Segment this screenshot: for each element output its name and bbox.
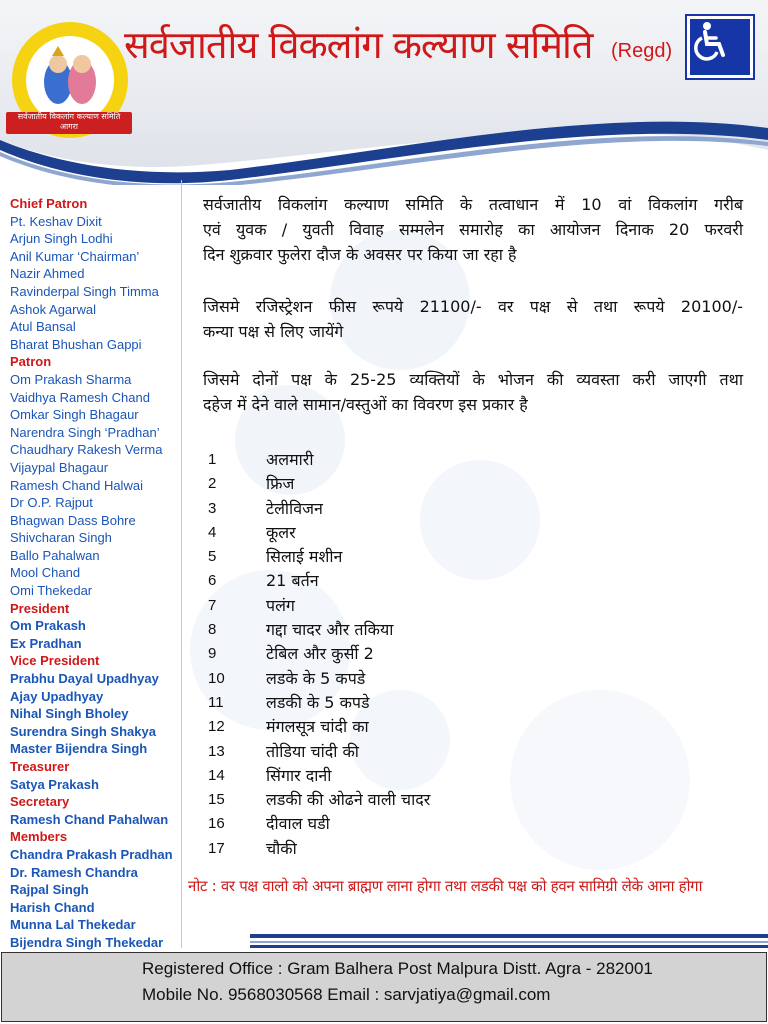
sidebar-member-name: Harish Chand (10, 899, 95, 915)
sidebar-member-name: Ravinderpal Singh Timma (10, 283, 159, 299)
sidebar-section-heading: President (10, 600, 70, 616)
letterhead-header (0, 0, 768, 185)
wheelchair-icon (687, 16, 753, 78)
footer-stripes (250, 934, 768, 948)
item-number: 7 (208, 596, 217, 614)
paragraph-line: सर्वजातीय विकलांग कल्याण समिति के तत्वाधान में 10 वां विकलांग गरीब (203, 195, 743, 214)
organization-title: सर्वजातीय विकलांग कल्याण समिति (124, 23, 593, 67)
item-number: 13 (208, 742, 225, 760)
paragraph-line: जिसमे रजिस्ट्रेशन फीस रूपये 21100/- वर पक्ष से तथा रूपये 20100/- (203, 297, 743, 316)
paragraph-line: दिन शुक्रवार फुलेरा दौज के अवसर पर किया जा रहा है (203, 245, 517, 264)
sidebar-member-name: Ballo Pahalwan (10, 547, 100, 563)
item-text: फ्रिज (266, 474, 295, 494)
list-item (203, 715, 743, 739)
sidebar-member-name: Ashok Agarwal (10, 301, 96, 317)
sidebar-member-name: Ajay Upadhyay (10, 688, 104, 704)
item-text: तोडिया चांदी की (266, 741, 359, 761)
item-text: पलंग (266, 595, 295, 615)
sidebar-member-name: Vaidhya Ramesh Chand (10, 389, 150, 405)
sidebar-member-name: Atul Bansal (10, 319, 76, 335)
arrangements-paragraph (203, 367, 743, 417)
sidebar-member-name: Shivcharan Singh (10, 530, 112, 546)
sidebar-member-name: Chaudhary Rakesh Verma (10, 442, 163, 458)
sidebar-section-heading: Patron (10, 354, 52, 370)
item-number: 8 (208, 621, 217, 639)
item-text: लडकी की ओढने वाली चादर (266, 790, 431, 810)
sidebar-section-heading: Treasurer (10, 759, 70, 774)
item-number: 11 (208, 693, 224, 711)
contact-details: Mobile No. 9568030568 Email : sarvjatiya@gmail.com (142, 985, 551, 1004)
sidebar-section-heading: Ex Pradhan (10, 635, 82, 651)
list-item (203, 837, 743, 861)
item-text: चौकी (266, 838, 297, 858)
note-text: नोट : वर पक्ष वालो को अपना ब्राह्मण लाना होगा तथा लडकी पक्ष को हवन सामिग्री लेके आना होगा (188, 877, 703, 895)
dowry-items-list (203, 448, 743, 861)
item-number: 16 (208, 815, 225, 833)
sidebar-member-name: Ramesh Chand Pahalwan (10, 811, 169, 827)
registration-fee-paragraph (203, 294, 743, 344)
paragraph-line: जिसमे दोनों पक्ष के 25-25 व्यक्तियों के भोजन की व्यवस्ता करी जाएगी तथा (203, 370, 743, 389)
sidebar-member-name: Ramesh Chand Halwai (10, 477, 143, 493)
sidebar-member-name: Mool Chand (10, 565, 81, 581)
list-item (203, 740, 743, 764)
item-text: लडकी के 5 कपडे (266, 692, 370, 712)
list-item (203, 448, 743, 472)
paragraph-line: एवं युवक / युवती विवाह सम्मलेन समारोह का आयोजन दिनाक 20 फरवरी (203, 220, 743, 239)
list-item (203, 618, 743, 642)
sidebar-section-heading: Chief Patron (10, 196, 88, 211)
sidebar-member-name: Bijendra Singh Thekedar (10, 934, 164, 950)
sidebar-member-name: Master Bijendra Singh (10, 741, 148, 757)
item-number: 3 (208, 499, 217, 517)
item-text: दीवाल घडी (266, 814, 330, 834)
item-text: सिंगार दानी (266, 765, 332, 785)
item-number: 10 (208, 669, 225, 687)
item-number: 15 (208, 791, 225, 809)
list-item (203, 521, 743, 545)
list-item (203, 642, 743, 666)
sidebar-member-name: Anil Kumar ‘Chairman’ (10, 248, 140, 264)
item-number: 9 (208, 645, 217, 663)
list-item (203, 545, 743, 569)
item-text: टेबिल और कुर्सी 2 (266, 644, 374, 664)
sidebar-member-name: Chandra Prakash Pradhan (10, 846, 173, 862)
item-number: 17 (208, 839, 225, 857)
list-item (203, 594, 743, 618)
item-number: 14 (208, 766, 225, 784)
logo-caption-line1: सर्वजातीय विकलांग कल्याण समिति (17, 112, 121, 121)
sidebar-member-name: Dr. Ramesh Chandra (10, 864, 138, 880)
item-text: लडके के 5 कपडे (266, 668, 366, 688)
item-number: 1 (208, 451, 217, 468)
registered-office-address: Registered Office : Gram Balhera Post Malpura Distt. Agra - 282001 (142, 959, 653, 978)
sidebar-member-name: Omkar Singh Bhagaur (10, 407, 139, 423)
logo-caption-line2: आगरा (59, 122, 79, 131)
item-text: गद्दा चादर और तकिया (266, 620, 394, 640)
list-item (203, 788, 743, 812)
item-number: 6 (208, 572, 217, 590)
sidebar-member-name: Dr O.P. Rajput (10, 495, 93, 511)
sidebar-member-name: Surendra Singh Shakya (10, 723, 156, 739)
sidebar-member-name: Vijaypal Bhagaur (10, 459, 109, 475)
sidebar-member-name: Rajpal Singh (10, 882, 89, 898)
sidebar-member-name: Bharat Bhushan Gappi (10, 336, 142, 352)
sidebar-member-name: Omi Thekedar (10, 583, 93, 599)
sidebar-member-name: Om Prakash Sharma (10, 371, 132, 387)
sidebar-member-name: Arjun Singh Lodhi (10, 231, 113, 247)
item-number: 12 (208, 718, 225, 736)
item-text: 21 बर्तन (266, 571, 319, 591)
item-number: 5 (208, 548, 217, 566)
sidebar-member-name: Narendra Singh ‘Pradhan’ (10, 424, 160, 440)
logo-caption (6, 112, 132, 134)
item-number: 2 (208, 475, 217, 493)
registered-mark: (Regd) (611, 40, 673, 62)
list-item (203, 691, 743, 715)
sidebar-member-name: Satya Prakash (10, 776, 99, 792)
item-number: 4 (208, 523, 217, 541)
sidebar-member-name: Munna Lal Thekedar (10, 917, 136, 933)
sidebar-member-name: Prabhu Dayal Upadhyay (10, 671, 159, 687)
sidebar-member-name: Om Prakash (10, 618, 86, 634)
announcement-paragraph (203, 192, 743, 267)
sidebar-section-heading: Members (10, 829, 68, 845)
sidebar-member-name: Pt. Keshav Dixit (10, 213, 102, 229)
list-item (203, 764, 743, 788)
sidebar-member-name: Nihal Singh Bholey (10, 706, 129, 722)
list-item (203, 812, 743, 836)
item-text: सिलाई मशीन (266, 547, 343, 567)
paragraph-line: कन्या पक्ष से लिए जायेंगे (203, 322, 344, 341)
sidebar-member-name: Bhagwan Dass Bohre (10, 512, 136, 528)
sidebar-section-heading: Secretary (10, 794, 70, 810)
item-text: कूलर (266, 522, 296, 542)
paragraph-line: दहेज में देने वाले सामान/वस्तुओं का विवरण इस प्रकार है (203, 395, 528, 414)
footer-contact-box (1, 952, 767, 1022)
list-item (203, 497, 743, 521)
item-text: अलमारी (266, 450, 314, 469)
list-item (203, 667, 743, 691)
list-item (203, 472, 743, 496)
committee-sidebar (10, 195, 180, 952)
sidebar-section-heading: Vice President (10, 653, 100, 669)
item-text: मंगलसूत्र चांदी का (266, 717, 369, 737)
sidebar-member-name: Nazir Ahmed (10, 266, 85, 282)
list-item (203, 569, 743, 593)
item-text: टेलीविजन (266, 498, 323, 518)
